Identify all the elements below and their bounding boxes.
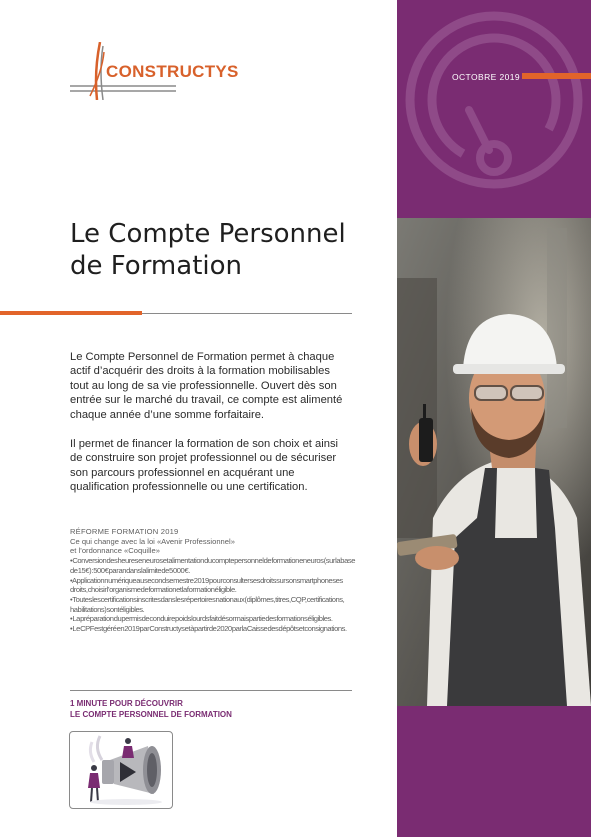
video-caption-line-2: LE COMPTE PERSONNEL DE FORMATION xyxy=(70,710,232,719)
reform-intro-1: Ce qui change avec la loi «Avenir Professionnel» xyxy=(70,536,235,546)
reform-bullet: • Conversion des heures en euros et alimentation du compte personnel de formation en euros (sur la base de 15 €) : 500 € par an dans la limite de 5 000 €. xyxy=(70,556,355,575)
issue-date: OCTOBRE 2019 xyxy=(452,72,520,82)
title-accent-rule xyxy=(0,311,142,315)
video-caption xyxy=(70,698,232,720)
reform-intro-2: et l’ordonnance «Coquille» xyxy=(70,546,160,556)
megaphone-play-icon[interactable] xyxy=(70,732,172,808)
reform-bullet: • Application numérique au second semestre 2019 pour consulter ses droits sur son smartphone ses droits, choisir l’organisme de formation et la formation éligible. xyxy=(70,575,343,595)
intro-paragraph: Le Compte Personnel de Formation permet à chaque actif d’acquérir des droits à la formation mobilisables tout au long de sa vie professionnelle. Ouvert dès son entrée sur le marché du travail, ce compte est alimenté chaque année d’une somme forfaitaire. xyxy=(70,351,343,421)
logo-wordmark: CONSTRUCTYS xyxy=(106,62,239,81)
page-title xyxy=(70,218,380,282)
title-divider xyxy=(142,313,352,314)
reform-title: RÉFORME FORMATION 2019 xyxy=(70,527,179,536)
video-caption-line-1: 1 MINUTE POUR DÉCOUVRIR xyxy=(70,699,183,708)
reform-box xyxy=(70,527,360,634)
reform-bullet: • La préparation du permis de conduire poids lourds fait désormais partie des formations éligibles. xyxy=(70,614,333,624)
footer-divider xyxy=(70,690,352,691)
title-line-2: de Formation xyxy=(70,251,242,281)
sidebar-footer-panel xyxy=(397,706,591,837)
sidebar-header-panel xyxy=(397,0,591,218)
gauge-decoration-icon xyxy=(397,0,591,218)
reform-list xyxy=(70,556,360,634)
financing-paragraph: Il permet de financer la formation de son choix et ainsi de construire son projet professionnel ou de sécuriser son parcours professionnel en acquérant une qualification professionnelle ou une certification. xyxy=(70,438,339,494)
reform-bullet: • Toutes les certifications inscrites dans les répertoires nationaux (diplômes, titres, CQP, certifications, habilitations) sont éligibles. xyxy=(70,594,345,614)
date-accent-rule xyxy=(522,73,591,79)
title-line-1: Le Compte Personnel xyxy=(70,219,346,249)
reform-bullet: • Le CPF est géré en 2019 par Constructys et à partir de 2020 par la Caisse des dépôts et consignations. xyxy=(70,624,347,634)
video-thumbnail[interactable] xyxy=(69,731,173,809)
worker-photo xyxy=(397,218,591,706)
